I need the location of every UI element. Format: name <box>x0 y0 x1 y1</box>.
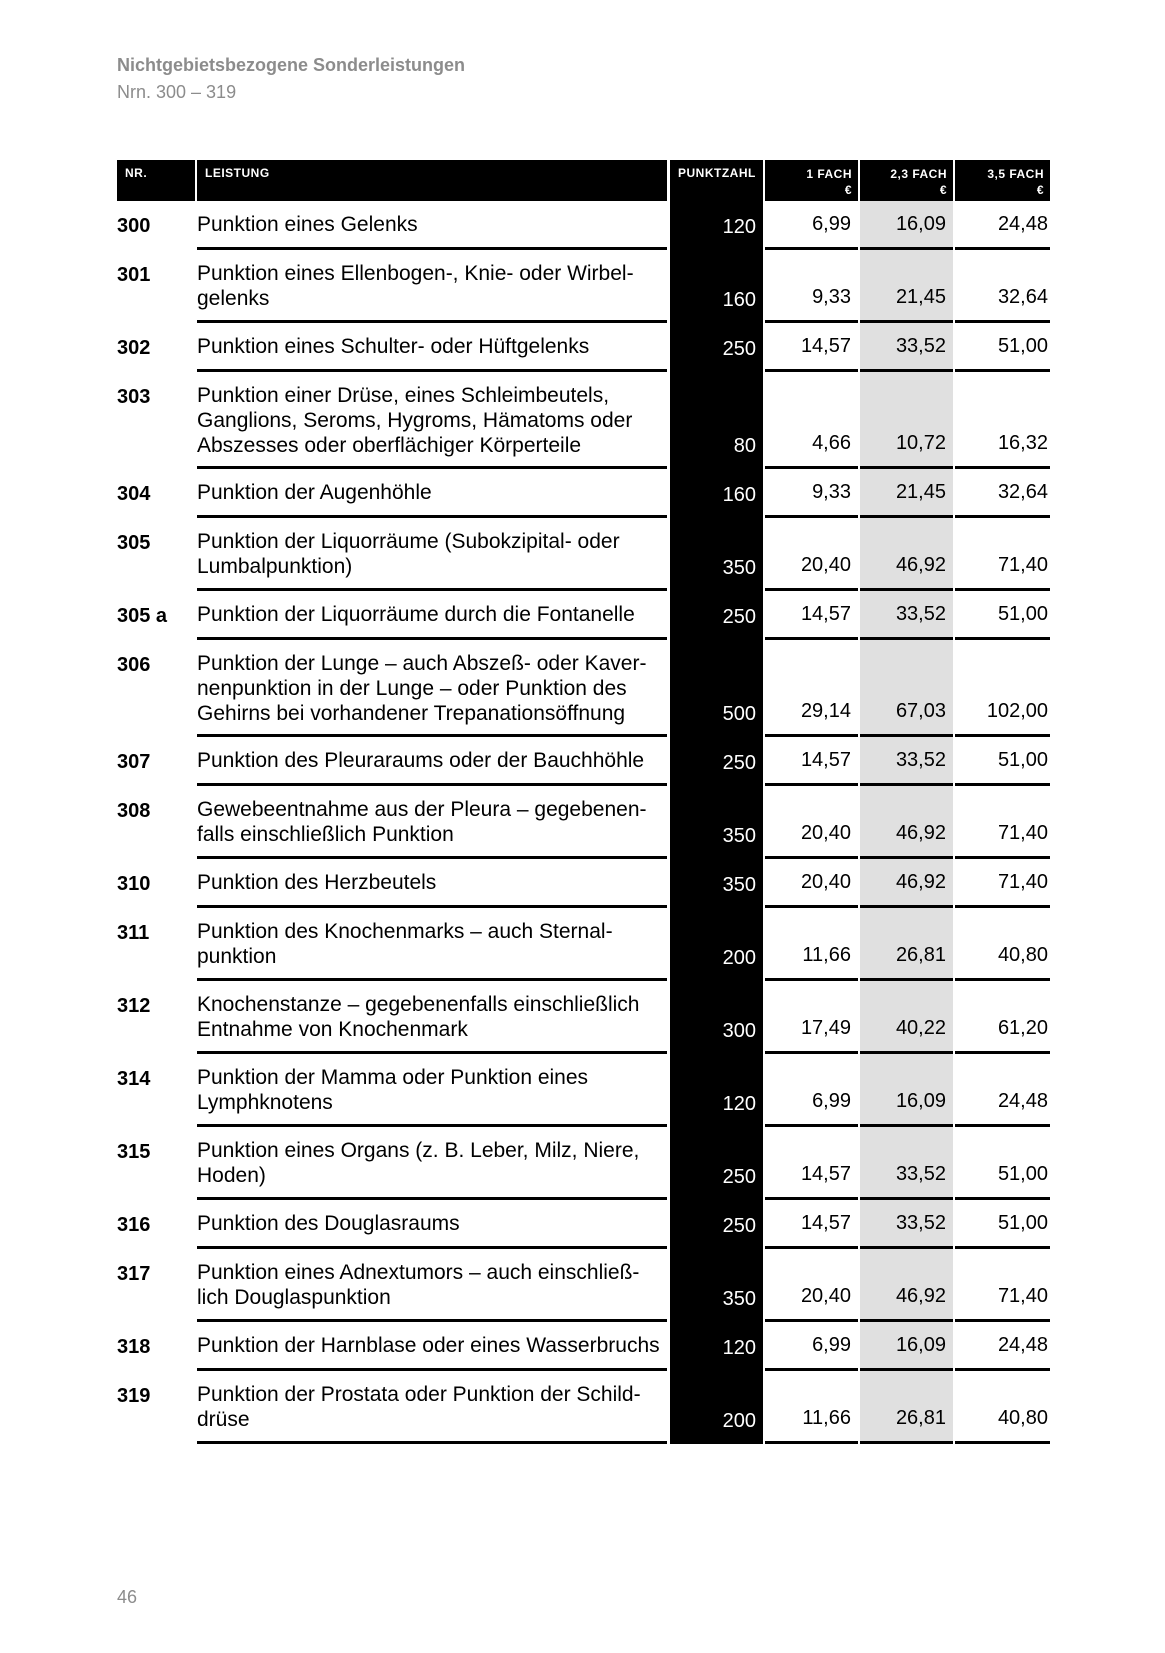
fee-1-fach-value: 6,99 <box>812 1334 851 1356</box>
fee-3-5-fach-value: 51,00 <box>997 1212 1048 1234</box>
row-2-3-fach <box>860 1200 953 1249</box>
fee-1-fach-value: 20,40 <box>800 871 851 893</box>
table-row <box>117 250 1050 323</box>
row-punktzahl <box>670 786 763 859</box>
fee-2-3-fach-value: 26,81 <box>895 944 946 966</box>
row-2-3-fach <box>860 518 953 591</box>
row-description-line: Lumbalpunktion) <box>197 555 353 578</box>
fee-1-fach-value: 20,40 <box>800 554 851 576</box>
column-header-3-5-fach-label: 3,5 FACH <box>987 167 1044 181</box>
fee-3-5-fach-value: 51,00 <box>997 1163 1048 1185</box>
fee-3-5-fach-value: 51,00 <box>997 335 1048 357</box>
fee-3-5-fach-value: 71,40 <box>997 871 1048 893</box>
row-description <box>197 908 667 981</box>
row-2-3-fach <box>860 1249 953 1322</box>
row-description <box>197 737 667 786</box>
fee-2-3-fach-value: 16,09 <box>895 1334 946 1356</box>
fee-3-5-fach-value: 71,40 <box>997 822 1048 844</box>
row-punktzahl <box>670 518 763 591</box>
fee-2-3-fach-value: 33,52 <box>895 749 946 771</box>
page-subtitle: Nrn. 300 – 319 <box>117 82 237 102</box>
row-description-line: Abszesses oder oberflächiger Körperteile <box>197 434 582 457</box>
row-description <box>197 372 667 469</box>
row-3-5-fach <box>955 1200 1050 1249</box>
table-row <box>117 1127 1050 1200</box>
row-1-fach <box>765 640 858 737</box>
row-3-5-fach <box>955 640 1050 737</box>
table-row <box>117 1322 1050 1371</box>
row-description-line: drüse <box>197 1408 250 1431</box>
row-description-line: Gewebeentnahme aus der Pleura – gegebenen- <box>197 798 647 821</box>
row-description-line: Punktion der Lunge – auch Abszeß- oder Kaver- <box>197 652 647 675</box>
row-2-3-fach <box>860 372 953 469</box>
row-3-5-fach <box>955 737 1050 786</box>
row-2-3-fach <box>860 469 953 518</box>
punktzahl-value: 250 <box>722 338 756 360</box>
row-3-5-fach <box>955 323 1050 372</box>
row-number: 303 <box>117 386 151 408</box>
fee-3-5-fach-value: 32,64 <box>997 286 1048 308</box>
row-description-line: Punktion einer Drüse, eines Schleimbeutels, <box>197 384 610 407</box>
column-header-2-3-fach-currency: € <box>939 183 947 197</box>
fee-1-fach-value: 14,57 <box>800 749 851 771</box>
table-row <box>117 591 1050 640</box>
fee-3-5-fach-value: 71,40 <box>997 554 1048 576</box>
row-3-5-fach <box>955 1127 1050 1200</box>
row-punktzahl <box>670 591 763 640</box>
row-description-line: Punktion eines Schulter- oder Hüftgelenks <box>197 335 590 358</box>
row-number: 317 <box>117 1263 151 1285</box>
row-punktzahl <box>670 323 763 372</box>
row-3-5-fach <box>955 518 1050 591</box>
fee-3-5-fach-value: 24,48 <box>997 1090 1048 1112</box>
punktzahl-value: 500 <box>722 703 756 725</box>
row-punktzahl <box>670 1322 763 1371</box>
row-punktzahl <box>670 981 763 1054</box>
fee-1-fach-value: 11,66 <box>802 944 851 966</box>
row-description <box>197 1322 667 1371</box>
row-2-3-fach <box>860 201 953 250</box>
fee-3-5-fach-value: 24,48 <box>997 213 1048 235</box>
table-row <box>117 372 1050 469</box>
fee-2-3-fach-value: 26,81 <box>895 1407 946 1429</box>
row-3-5-fach <box>955 469 1050 518</box>
row-punktzahl <box>670 250 763 323</box>
row-1-fach <box>765 1322 858 1371</box>
row-3-5-fach <box>955 1249 1050 1322</box>
table-row <box>117 737 1050 786</box>
row-description <box>197 1249 667 1322</box>
punktzahl-value: 300 <box>722 1020 756 1042</box>
row-number: 302 <box>117 337 151 359</box>
punktzahl-value: 350 <box>722 557 756 579</box>
punktzahl-value: 160 <box>722 289 756 311</box>
punktzahl-value: 250 <box>722 752 756 774</box>
row-3-5-fach <box>955 908 1050 981</box>
row-3-5-fach <box>955 786 1050 859</box>
punktzahl-value: 160 <box>722 484 756 506</box>
fee-1-fach-value: 14,57 <box>800 1212 851 1234</box>
row-3-5-fach <box>955 1054 1050 1127</box>
row-description <box>197 518 667 591</box>
fee-2-3-fach-value: 40,22 <box>895 1017 946 1039</box>
row-punktzahl <box>670 908 763 981</box>
row-punktzahl <box>670 1127 763 1200</box>
fee-2-3-fach-value: 10,72 <box>895 432 946 454</box>
fee-3-5-fach-value: 32,64 <box>997 481 1048 503</box>
table-row <box>117 1371 1050 1444</box>
row-description-line: lich Douglaspunktion <box>197 1286 391 1309</box>
row-1-fach <box>765 250 858 323</box>
row-1-fach <box>765 1371 858 1444</box>
punktzahl-value: 200 <box>722 1410 756 1432</box>
punktzahl-value: 350 <box>722 1288 756 1310</box>
row-2-3-fach <box>860 323 953 372</box>
page-number: 46 <box>117 1587 138 1607</box>
row-number: 304 <box>117 483 151 505</box>
row-1-fach <box>765 1200 858 1249</box>
fee-2-3-fach-value: 16,09 <box>895 213 946 235</box>
fee-1-fach-value: 11,66 <box>802 1407 851 1429</box>
fee-2-3-fach-value: 46,92 <box>895 554 946 576</box>
row-number: 315 <box>117 1141 151 1163</box>
row-punktzahl <box>670 372 763 469</box>
fee-3-5-fach-value: 16,32 <box>997 432 1048 454</box>
row-description-line: Ganglions, Seroms, Hygroms, Hämatoms oder <box>197 409 633 432</box>
row-number: 308 <box>117 800 151 822</box>
fee-1-fach-value: 20,40 <box>800 1285 851 1307</box>
row-description-line: Hoden) <box>197 1164 266 1187</box>
row-number: 306 <box>117 654 151 676</box>
table-row <box>117 1200 1050 1249</box>
row-2-3-fach <box>860 786 953 859</box>
fee-2-3-fach-value: 33,52 <box>895 335 946 357</box>
row-description-line: Punktion der Prostata oder Punktion der Schild- <box>197 1383 641 1406</box>
row-description-line: Punktion des Pleuraraums oder der Bauchhöhle <box>197 749 645 772</box>
row-description-line: punktion <box>197 945 277 968</box>
row-1-fach <box>765 1054 858 1127</box>
column-header-1-fach-label: 1 FACH <box>806 167 852 181</box>
row-2-3-fach <box>860 859 953 908</box>
row-punktzahl <box>670 1200 763 1249</box>
row-description <box>197 201 667 250</box>
column-header-punktzahl: PUNKTZAHL <box>670 160 763 201</box>
column-header-2-3-fach-label: 2,3 FACH <box>890 167 947 181</box>
fee-3-5-fach-value: 61,20 <box>997 1017 1048 1039</box>
row-3-5-fach <box>955 1371 1050 1444</box>
fee-3-5-fach-value: 51,00 <box>997 603 1048 625</box>
table-row <box>117 1249 1050 1322</box>
page-title: Nichtgebietsbezogene Sonderleistungen <box>117 55 466 75</box>
row-2-3-fach <box>860 1322 953 1371</box>
table-row <box>117 201 1050 250</box>
row-3-5-fach <box>955 250 1050 323</box>
row-punktzahl <box>670 469 763 518</box>
row-number: 307 <box>117 751 151 773</box>
table-row <box>117 859 1050 908</box>
row-description-line: Punktion eines Gelenks <box>197 213 418 236</box>
column-header-nr: NR. <box>117 160 195 201</box>
row-number: 305 a <box>117 605 168 627</box>
fee-2-3-fach-value: 16,09 <box>895 1090 946 1112</box>
column-header-1-fach <box>765 160 858 201</box>
row-3-5-fach <box>955 981 1050 1054</box>
table-row <box>117 908 1050 981</box>
row-2-3-fach <box>860 981 953 1054</box>
row-number: 314 <box>117 1068 151 1090</box>
punktzahl-value: 350 <box>722 825 756 847</box>
row-2-3-fach <box>860 591 953 640</box>
column-header-3-5-fach <box>955 160 1050 201</box>
table-body <box>117 201 1050 1444</box>
fee-1-fach-value: 6,99 <box>812 1090 851 1112</box>
row-1-fach <box>765 469 858 518</box>
row-description <box>197 859 667 908</box>
row-2-3-fach <box>860 250 953 323</box>
fee-3-5-fach-value: 40,80 <box>997 944 1048 966</box>
row-number: 316 <box>117 1214 151 1236</box>
row-description-line: Punktion des Knochenmarks – auch Sternal- <box>197 920 613 943</box>
row-description-line: Punktion der Liquorräume (Subokzipital- oder <box>197 530 620 553</box>
row-description <box>197 591 667 640</box>
fee-2-3-fach-value: 21,45 <box>895 481 946 503</box>
table-row <box>117 323 1050 372</box>
punktzahl-value: 120 <box>722 216 756 238</box>
row-description <box>197 1200 667 1249</box>
row-1-fach <box>765 201 858 250</box>
row-description-line: falls einschließlich Punktion <box>197 823 454 846</box>
row-number: 301 <box>117 264 151 286</box>
row-3-5-fach <box>955 372 1050 469</box>
row-2-3-fach <box>860 737 953 786</box>
row-description-line: Punktion der Augenhöhle <box>197 481 432 504</box>
row-description <box>197 250 667 323</box>
row-1-fach <box>765 1249 858 1322</box>
fee-1-fach-value: 4,66 <box>812 432 851 454</box>
row-description-line: gelenks <box>197 287 270 310</box>
column-header-leistung: LEISTUNG <box>197 160 667 201</box>
row-punktzahl <box>670 737 763 786</box>
row-description <box>197 1127 667 1200</box>
fee-3-5-fach-value: 24,48 <box>997 1334 1048 1356</box>
punktzahl-value: 200 <box>722 947 756 969</box>
table-row <box>117 518 1050 591</box>
row-description <box>197 1371 667 1444</box>
fee-2-3-fach-value: 33,52 <box>895 1163 946 1185</box>
row-description <box>197 323 667 372</box>
row-description <box>197 640 667 737</box>
row-2-3-fach <box>860 908 953 981</box>
row-description-line: Gehirns bei vorhandener Trepanationsöffnung <box>197 702 626 725</box>
row-description-line: Punktion des Herzbeutels <box>197 871 437 894</box>
table-row <box>117 1054 1050 1127</box>
table-row <box>117 981 1050 1054</box>
row-2-3-fach <box>860 640 953 737</box>
fee-1-fach-value: 9,33 <box>812 481 851 503</box>
row-punktzahl <box>670 201 763 250</box>
row-number: 300 <box>117 215 151 237</box>
fee-1-fach-value: 17,49 <box>800 1017 851 1039</box>
row-punktzahl <box>670 1371 763 1444</box>
table-row <box>117 786 1050 859</box>
punktzahl-value: 120 <box>722 1337 756 1359</box>
row-number: 305 <box>117 532 151 554</box>
row-1-fach <box>765 323 858 372</box>
row-description <box>197 1054 667 1127</box>
row-punktzahl <box>670 1054 763 1127</box>
row-number: 310 <box>117 873 151 895</box>
row-description-line: Knochenstanze – gegebenenfalls einschließlich <box>197 993 640 1016</box>
column-header-2-3-fach <box>860 160 953 201</box>
row-1-fach <box>765 372 858 469</box>
row-description <box>197 981 667 1054</box>
row-number: 311 <box>117 922 150 944</box>
row-1-fach <box>765 737 858 786</box>
punktzahl-value: 250 <box>722 1166 756 1188</box>
row-number: 312 <box>117 995 151 1017</box>
punktzahl-value: 80 <box>733 435 756 457</box>
fee-3-5-fach-value: 102,00 <box>986 700 1048 722</box>
fee-2-3-fach-value: 33,52 <box>895 603 946 625</box>
punktzahl-value: 250 <box>722 606 756 628</box>
fee-1-fach-value: 20,40 <box>800 822 851 844</box>
row-description-line: Punktion eines Organs (z. B. Leber, Milz, Niere, <box>197 1139 640 1162</box>
fee-2-3-fach-value: 46,92 <box>895 822 946 844</box>
fee-2-3-fach-value: 67,03 <box>895 700 946 722</box>
row-description-line: Punktion der Harnblase oder eines Wasserbruchs <box>197 1334 660 1357</box>
fee-1-fach-value: 14,57 <box>800 1163 851 1185</box>
fee-table <box>117 160 1050 1444</box>
fee-1-fach-value: 29,14 <box>800 700 851 722</box>
fee-1-fach-value: 14,57 <box>800 603 851 625</box>
table-row <box>117 640 1050 737</box>
row-description-line: Punktion der Liquorräume durch die Fontanelle <box>197 603 635 626</box>
fee-3-5-fach-value: 40,80 <box>997 1407 1048 1429</box>
fee-1-fach-value: 6,99 <box>812 213 851 235</box>
row-1-fach <box>765 591 858 640</box>
row-description-line: Punktion der Mamma oder Punktion eines <box>197 1066 589 1089</box>
row-punktzahl <box>670 1249 763 1322</box>
fee-2-3-fach-value: 33,52 <box>895 1212 946 1234</box>
row-2-3-fach <box>860 1127 953 1200</box>
fee-1-fach-value: 14,57 <box>800 335 851 357</box>
punktzahl-value: 120 <box>722 1093 756 1115</box>
punktzahl-value: 350 <box>722 874 756 896</box>
fee-3-5-fach-value: 71,40 <box>997 1285 1048 1307</box>
row-description-line: nenpunktion in der Lunge – oder Punktion des <box>197 677 627 700</box>
row-3-5-fach <box>955 591 1050 640</box>
fee-1-fach-value: 9,33 <box>812 286 851 308</box>
row-2-3-fach <box>860 1054 953 1127</box>
fee-2-3-fach-value: 46,92 <box>895 871 946 893</box>
row-description-line: Punktion des Douglasraums <box>197 1212 460 1235</box>
column-header-1-fach-currency: € <box>844 183 852 197</box>
row-punktzahl <box>670 859 763 908</box>
row-3-5-fach <box>955 201 1050 250</box>
row-number: 319 <box>117 1385 151 1407</box>
row-1-fach <box>765 981 858 1054</box>
table-header <box>117 160 1050 201</box>
row-description-line: Entnahme von Knochenmark <box>197 1018 468 1041</box>
row-description-line: Punktion eines Ellenbogen-, Knie- oder Wirbel- <box>197 262 634 285</box>
fee-3-5-fach-value: 51,00 <box>997 749 1048 771</box>
row-1-fach <box>765 518 858 591</box>
row-3-5-fach <box>955 1322 1050 1371</box>
row-2-3-fach <box>860 1371 953 1444</box>
row-1-fach <box>765 908 858 981</box>
row-description-line: Lymphknotens <box>197 1091 333 1114</box>
row-1-fach <box>765 1127 858 1200</box>
punktzahl-value: 250 <box>722 1215 756 1237</box>
fee-2-3-fach-value: 46,92 <box>895 1285 946 1307</box>
row-punktzahl <box>670 640 763 737</box>
table-row <box>117 469 1050 518</box>
row-description <box>197 469 667 518</box>
row-3-5-fach <box>955 859 1050 908</box>
row-1-fach <box>765 859 858 908</box>
row-description <box>197 786 667 859</box>
row-number: 318 <box>117 1336 151 1358</box>
fee-2-3-fach-value: 21,45 <box>895 286 946 308</box>
row-1-fach <box>765 786 858 859</box>
row-description-line: Punktion eines Adnextumors – auch einschließ- <box>197 1261 640 1284</box>
column-header-3-5-fach-currency: € <box>1036 183 1044 197</box>
